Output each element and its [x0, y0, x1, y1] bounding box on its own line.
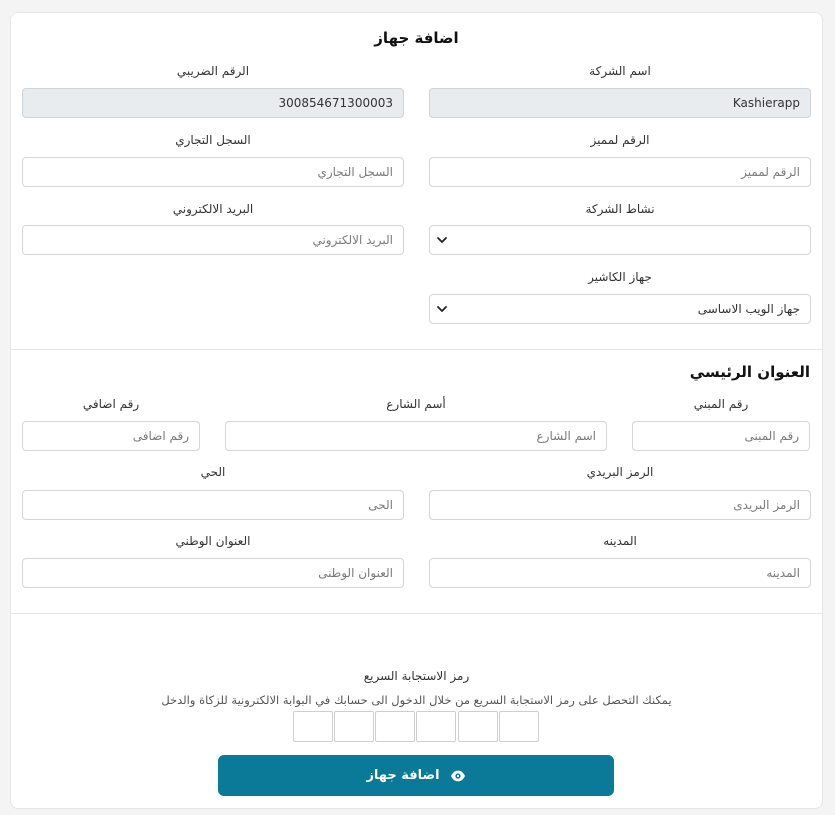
cashier-device-select[interactable] — [429, 294, 811, 324]
district-placeholder: الحى — [368, 498, 393, 512]
distinct-number-input[interactable] — [429, 157, 811, 187]
postal-code-placeholder: الرمز البريدى — [733, 498, 800, 512]
postal-code-label: الرمز البريدي — [586, 465, 654, 479]
commercial-register-label: السجل التجاري — [175, 133, 251, 147]
address-section-title: العنوان الرئيسي — [689, 363, 810, 381]
additional-number-placeholder: رقم اضافى — [132, 429, 189, 443]
add-device-form — [10, 12, 823, 809]
district-label: الحي — [200, 465, 226, 479]
company-name-value: Kashierapp — [732, 96, 800, 110]
building-number-placeholder: رقم المبنى — [744, 429, 799, 443]
qr-code-title: رمز الاستجابة السريع — [363, 669, 470, 683]
city-placeholder: المدينه — [766, 566, 800, 580]
city-label: المدينه — [603, 534, 637, 548]
email-input[interactable] — [22, 225, 404, 255]
qr-digit-input-4[interactable] — [416, 711, 456, 742]
qr-digit-input-1[interactable] — [293, 711, 333, 742]
company-activity-label: نشاط الشركة — [585, 202, 655, 216]
national-address-placeholder: العنوان الوطنى — [318, 566, 393, 580]
commercial-register-placeholder: السجل التجاري — [317, 165, 393, 179]
distinct-number-placeholder: الرقم لمميز — [741, 165, 800, 179]
commercial-register-input[interactable] — [22, 157, 404, 187]
postal-code-input[interactable] — [429, 490, 811, 520]
email-label: البريد الالكتروني — [172, 202, 254, 216]
qr-digit-input-3[interactable] — [375, 711, 415, 742]
add-device-button[interactable] — [218, 755, 614, 796]
tax-number-label: الرقم الضريبي — [176, 64, 250, 78]
company-name-label: اسم الشركة — [589, 64, 651, 78]
national-address-label: العنوان الوطني — [175, 534, 251, 548]
eye-icon — [450, 768, 466, 784]
cashier-device-selected: جهاز الويب الاساسى — [697, 302, 800, 316]
email-placeholder: البريد الالكتروني — [312, 233, 393, 247]
national-address-input[interactable] — [22, 558, 404, 588]
form-title: اضافة جهاز — [374, 29, 459, 47]
company-name-field[interactable] — [429, 88, 811, 118]
district-input[interactable] — [22, 490, 404, 520]
company-activity-select[interactable] — [429, 225, 811, 255]
tax-number-value: 300854671300003 — [278, 96, 393, 110]
cashier-device-label: جهاز الكاشير — [588, 270, 652, 284]
street-name-label: أسم الشارع — [386, 397, 446, 411]
qr-code-description: يمكنك التحصل على رمز الاستجابة السريع من خلال الدخول الى حسابك في البوابة الالكترونية للزكاة والدخل — [161, 693, 672, 707]
qr-digit-input-5[interactable] — [458, 711, 498, 742]
street-name-input[interactable] — [225, 421, 607, 451]
qr-digit-input-2[interactable] — [334, 711, 374, 742]
additional-number-input[interactable] — [22, 421, 200, 451]
qr-digit-input-6[interactable] — [499, 711, 539, 742]
building-number-label: رقم المبني — [693, 397, 749, 411]
city-input[interactable] — [429, 558, 811, 588]
section-divider — [11, 613, 822, 614]
tax-number-field[interactable] — [22, 88, 404, 118]
add-device-button-label: اضافة جهاز — [366, 768, 440, 783]
building-number-input[interactable] — [632, 421, 810, 451]
street-name-placeholder: اسم الشارع — [536, 429, 596, 443]
additional-number-label: رقم اضافي — [82, 397, 140, 411]
distinct-number-label: الرقم لمميز — [590, 133, 650, 147]
section-divider — [11, 349, 822, 350]
chevron-down-icon — [436, 234, 448, 246]
chevron-down-icon — [436, 303, 448, 315]
